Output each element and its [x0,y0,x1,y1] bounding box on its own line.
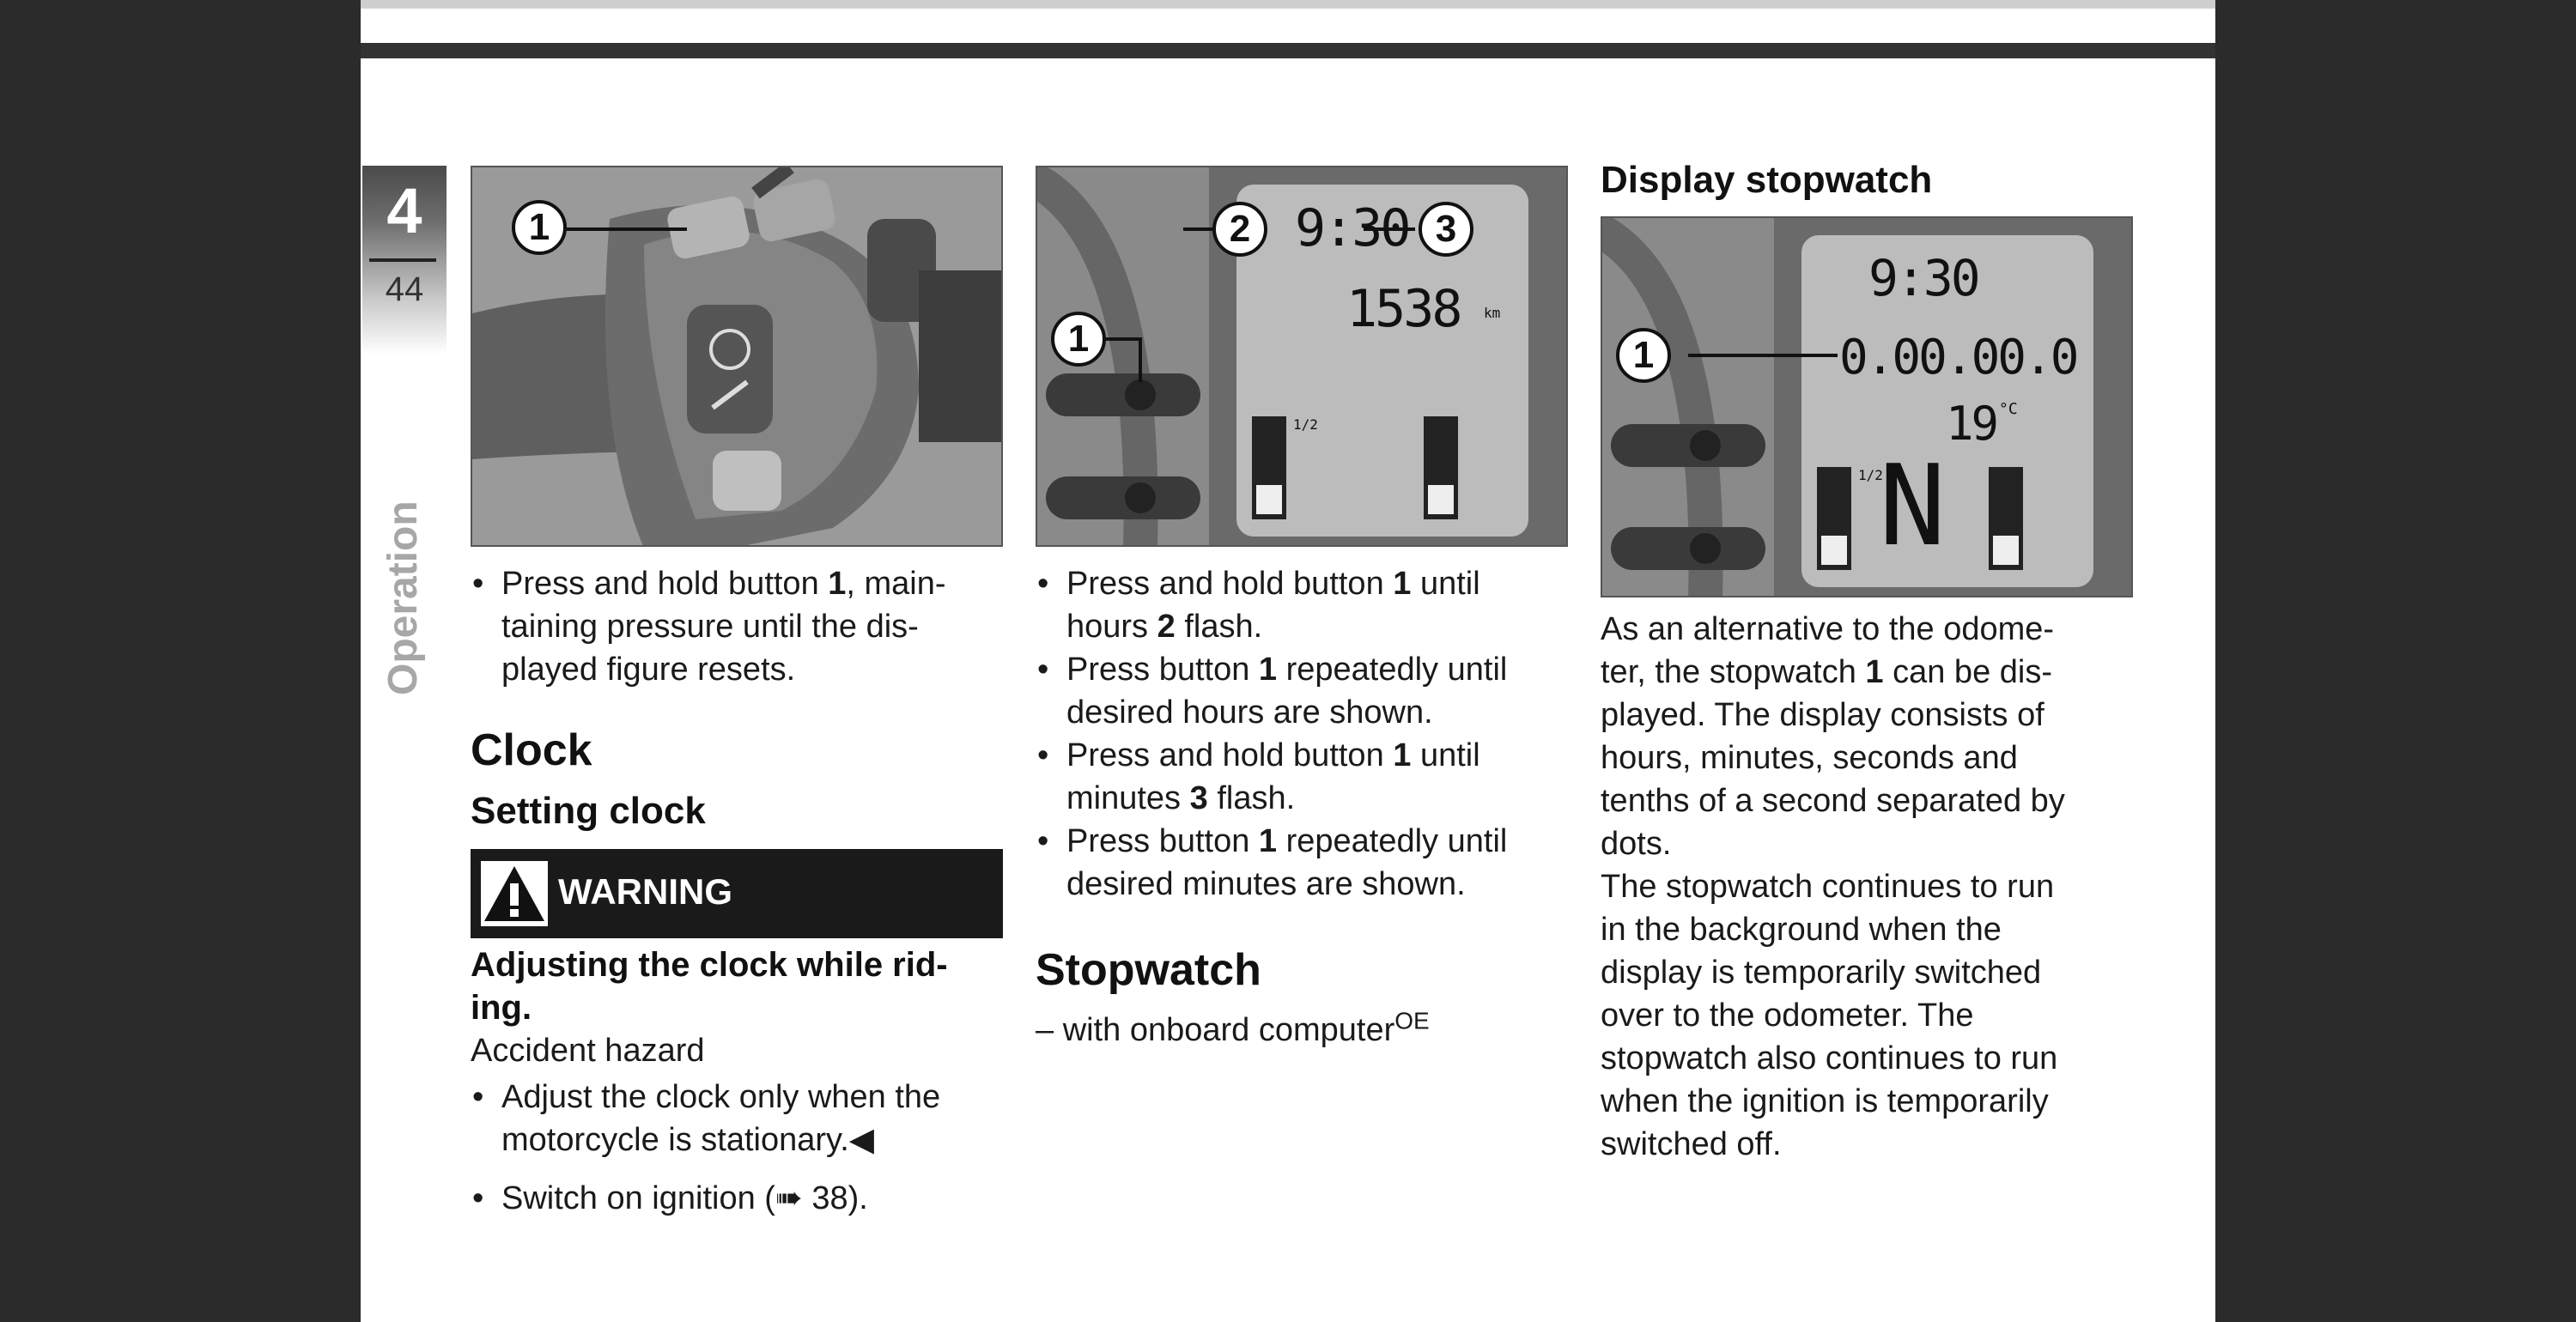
clock-step-text: flash. [1207,780,1296,816]
stopwatch-drawing [1602,218,2133,597]
heading-setting-clock: Setting clock [471,790,706,832]
manual-page [361,0,2215,1322]
clock-step-text: minutes [1066,780,1190,816]
heading-stopwatch: Stopwatch [1036,945,1261,995]
button-ref: 1 [1258,823,1278,859]
text-line: As an alternative to the odome- [1601,611,2055,647]
page-number: 44 [385,270,424,308]
button-ref: 1 [828,566,847,602]
reset-step-text: played figure resets. [501,652,796,688]
stopwatch-background-note [1601,865,2167,1166]
ignition-step: • Switch on ignition (➠ 38). [471,1177,1003,1220]
lcd-odometer-unit: km [1484,305,1501,321]
warning-heading [471,943,1003,1029]
text-line: ter, the stopwatch [1601,654,1866,690]
text-line: stopwatch also continues to run [1601,1040,2058,1076]
stopwatch-display-illustration [1601,216,2133,597]
text-line: in the background when the [1601,912,2002,948]
clock-step-text: repeatedly until [1277,652,1508,688]
clock-step-text: hours [1066,609,1157,645]
text-line: switched off. [1601,1126,1782,1162]
callout-1: 1 [1051,312,1106,367]
availability-note [1036,1009,1568,1052]
warning-box [471,849,1003,938]
text-line: hours, minutes, seconds and [1601,740,2018,776]
clock-step [1036,820,1568,906]
callout-ref: 1 [1865,654,1884,690]
clock-step-text: until [1411,737,1480,773]
heading-display-stopwatch: Display stopwatch [1601,159,1933,201]
clock-step-text: flash. [1175,609,1263,645]
lcd-gear: N [1879,440,1944,571]
button-ref: 1 [1393,737,1412,773]
clock-step-text: Press button [1066,652,1259,688]
column-1 [471,166,1003,1220]
text-line: over to the odometer. The [1601,998,1974,1034]
text-line: display is temporarily switched [1601,955,2042,991]
lcd-odometer: 1538 [1346,279,1461,339]
adjust-step-text: motorcycle is stationary.◀ [501,1122,874,1158]
clock-step-text: Press and hold button [1066,566,1394,602]
clock-step [1036,648,1568,734]
lcd-clock: 9:30 [1868,249,1978,307]
oe-superscript: OE [1394,1007,1430,1034]
clock-step-text: Press and hold button [1066,737,1394,773]
lcd-clock: 9:30 [1295,198,1409,258]
callout-1: 1 [512,200,567,255]
warning-instructions [471,1076,1003,1220]
dash: – [1036,1012,1054,1048]
warning-heading-line: Adjusting the clock while rid- [471,946,948,984]
clock-setting-steps [1036,562,1568,906]
callout-ref: 2 [1157,609,1176,645]
clock-step [1036,734,1568,820]
lcd-fuel-mark: 1/2 [1293,416,1318,433]
text-line: dots. [1601,826,1672,862]
lcd-stopwatch: 0.00.00.0 [1839,330,2077,385]
reset-step-text: , main- [846,566,946,602]
chapter-tab [362,166,447,355]
warning-heading-line: ing. [471,989,532,1027]
warning-label: WARNING [558,871,732,912]
callout-1: 1 [1616,328,1671,383]
clock-step-text: desired minutes are shown. [1066,866,1466,902]
reset-step [471,562,1003,691]
warning-icon [481,861,548,926]
clock-step-text: Press button [1066,823,1259,859]
callout-3: 3 [1419,202,1473,257]
text-line: when the ignition is temporarily [1601,1083,2049,1119]
text-line: played. The display consists of [1601,697,2044,733]
reset-step-text: taining pressure until the dis- [501,609,919,645]
column-2 [1036,166,1568,1052]
text-line: tenths of a second separated by [1601,783,2065,819]
column-3 [1601,155,2167,1166]
clock-step-text: repeatedly until [1277,823,1508,859]
adjust-step-text: Adjust the clock only when the [501,1079,941,1115]
availability-text: with onboard computer [1062,1012,1395,1048]
warning-text: Accident hazard [471,1033,705,1069]
header-rule [361,43,2215,58]
chapter-divider [369,258,436,262]
stopwatch-description [1601,608,2167,865]
section-label: Operation [380,500,426,695]
lcd-fuel-mark: 1/2 [1858,467,1883,483]
heading-clock: Clock [471,725,592,775]
callout-2: 2 [1212,202,1267,257]
instrument-cluster-illustration [1036,166,1568,547]
reset-step-text: Press and hold button [501,566,829,602]
text-line: can be dis- [1883,654,2052,690]
adjust-step [471,1076,1003,1161]
chapter-number: 4 [386,175,422,246]
handlebar-switch-illustration [471,166,1003,547]
clock-step-text: until [1411,566,1480,602]
text-line: The stopwatch continues to run [1601,869,2055,905]
button-ref: 1 [1258,652,1278,688]
reset-instructions [471,562,1003,691]
clock-step [1036,562,1568,648]
callout-ref: 3 [1189,780,1208,816]
button-ref: 1 [1393,566,1412,602]
lcd-temperature-unit: °C [1999,400,2018,418]
clock-step-text: desired hours are shown. [1066,694,1433,731]
top-border [361,0,2215,9]
lcd-temperature: 19 [1946,397,1997,451]
